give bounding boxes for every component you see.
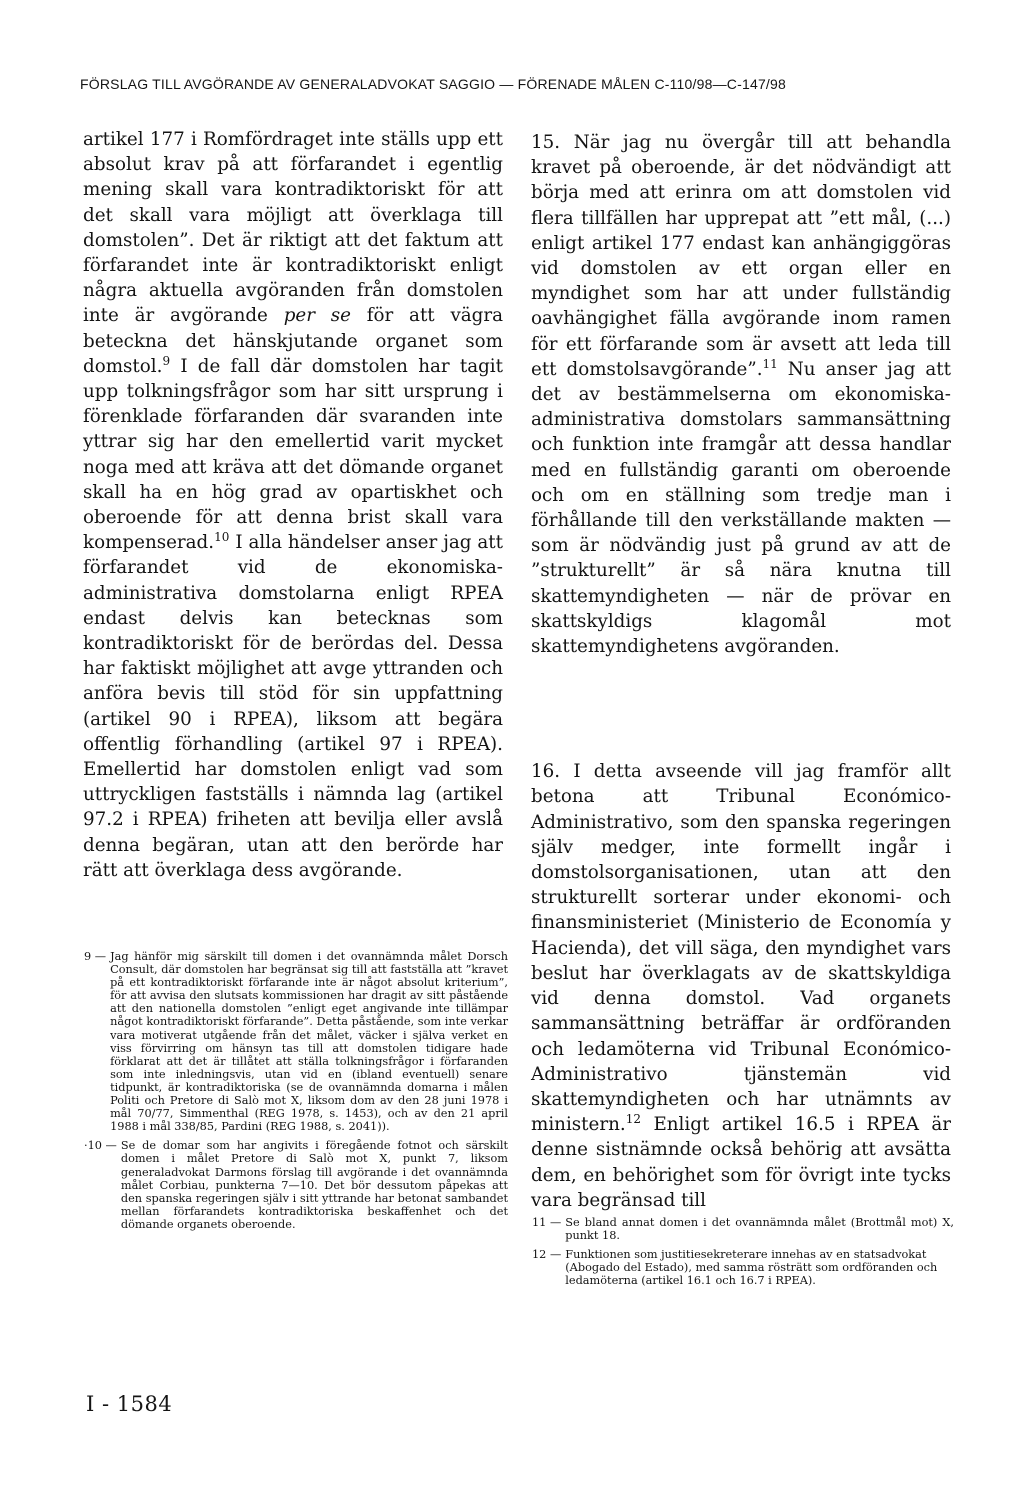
paragraph-text: I de fall där domstolen har tagit upp tolkningsfrågor som har sitt ursprung i förenklade förfaranden där svaranden inte yttrar sig har den emellertid varit mycket noga med att kräva att det dömande organet skall ha en hög grad av opartiskhet och oberoende för att denna brist skall vara kompenserad.: [83, 355, 503, 554]
paragraph-text: I detta avseende vill jag framför allt betona att Tribunal Económico-Administrativo, som den spanska regeringen själv medger, inte formellt ingår i domstolsorganisationen, utan att den strukturellt sorterar under ekonomi- och finansministeriet (Ministerio de Economía y Hacienda), det vill säga, den myndighet vars beslut har överklagats av de skattskyldiga vid denna domstol. Vad organets sammansättning beträffar är ordföranden och ledamöterna vid Tribunal Económico-Administrativo tjänstemän vid skattemyndigheten och har utnämnts av ministern.: [531, 761, 951, 1136]
paragraph-text: Enligt artikel 16.5 i RPEA är denne sistnämnde också behörig att avsätta dem, en behörighet som för övrigt inte tycks vara begränsad till: [531, 1114, 951, 1211]
footnote-10: [84, 1139, 508, 1231]
footnote-number: 12 —: [532, 1248, 562, 1262]
footnote-text: Se de domar som har angivits i föregående fotnot och särskilt domen i målet Pretore di Salò mot X, punkt 7, liksom generaladvokat Darmons förslag till avgörande i det ovannämnda målet Corbiau, punkterna 7—10. Det bör dessutom påpekas att den spanska regeringen själv i sitt yttrande har betonat sambandet mellan förfarandets kontradiktoriska beskaffenhet och det dömande organets oberoende.: [120, 1139, 508, 1231]
footnote-text: Jag hänför mig särskilt till domen i det ovannämnda målet Dorsch Consult, där domstolen har begränsat sig till att fastställa att ”kravet på ett kontradiktoriskt förfarande inte är något absolut kriterium”, för att avvisa den slutsats kommissionen har dragit av sitt påstående att den nationella domstolen ”enligt eget angivande inte tillämpar något kontradiktoriskt förfarande”. Detta påstående, som inte verkar vara motiverat utgående från det målet, väcker i själva verket en viss förvirring om hänsyn tas till att domstolen tidigare hade förklarat att det är tillåtet att ställa tolkningsfrågor i förfaranden som inte inledningsvis, utan vid en (ibland eventuell) senare tidpunkt, är kontradiktoriska (se de ovannämnda domarna i målen Politi och Pretore di Salò mot X, liksom dom av den 28 juni 1978 i mål 70/77, Simmenthal (REG 1978, s. 1453), och av den 21 april 1988 i mål 338/85, Pardini (REG 1988, s. 2041)).: [110, 950, 508, 1134]
footnote-number: 9 —: [84, 950, 107, 963]
footnote-number: ·10 —: [84, 1139, 117, 1153]
paragraph-16: [531, 759, 951, 1213]
paragraph-text: för att vägra beteckna det hänskjutande organet som domstol.: [83, 305, 504, 377]
footnote-9: [84, 950, 508, 1133]
page-number: I - 1584: [86, 1392, 173, 1416]
italic-term: per se: [283, 305, 351, 327]
paragraph-text: Nu anser jag att det av bestämmelserna om ekonomiska-administrativa domstolars sammansättning och funktion inte framgår att dessa handlar med en fullständig garanti om oberoende och om en ställning som tredje man i förhållande till den verkställande makten — som är nödvändig just på grund av att de ”strukturellt” är så nära knutna till skattemyndigheten — när de prövar en skattskyldigs klagomål mot skattemyndighetens avgöranden.: [531, 358, 951, 658]
paragraph-text: När jag nu övergår till att behandla kravet på oberoende, är det nödvändigt att börja med att erinra om att domstolen vid flera tillfällen har upprepat att ”ett mål, (...) enligt artikel 177 endast kan anhängiggöras vid domstolen av ett organ eller en myndighet som har att under fullständig oavhängighet fälla avgörande inom ramen för ett förfarande som är avsett att leda till ett domstolsavgörande”.: [531, 132, 951, 380]
footnotes-right: [532, 1216, 954, 1293]
running-header: FÖRSLAG TILL AVGÖRANDE AV GENERALADVOKAT SAGGIO — FÖRENADE MÅLEN C-110/98—C-147/98: [80, 76, 786, 92]
left-column: [83, 127, 503, 883]
right-column: [531, 130, 951, 1213]
footnote-ref-10[interactable]: 10: [214, 530, 230, 545]
footnotes-left: [84, 950, 508, 1237]
paragraph-text: I alla händelser anser jag att förfarandet vid de ekonomiska-administrativa domstolarna enligt RPEA endast delvis kan betecknas som kontradiktoriskt för de berördas del. Dessa har faktiskt möjlighet att avge yttranden och anföra bevis till stöd för sin uppfattning (artikel 90 i RPEA), liksom att begära offentlig förhandling (artikel 97 i RPEA). Emellertid har domstolen enligt vad som uttryckligen fastställs i nämnda lag (artikel 97.2 i RPEA) friheten att bevilja eller avslå denna begäran, utan att den berörde har rätt att överklaga dess avgörande.: [83, 532, 503, 881]
paragraph-14-continued: [83, 127, 503, 883]
footnote-text: Se bland annat domen i det ovannämnda målet (Brottmål mot) X, punkt 18.: [565, 1216, 954, 1243]
footnote-11: [532, 1216, 954, 1242]
paragraph-text-intro: artikel 177 i Romfördraget inte ställs upp ett absolut krav på att förfarandet i egentlig mening skall vara kontradiktoriskt för att det skall vara möjligt att överklaga till domstolen”. Det är riktigt att det faktum att förfarandet inte är kontradiktoriskt enligt några aktuella avgöranden från domstolen inte är avgörande: [83, 129, 503, 327]
footnote-12: [532, 1248, 954, 1287]
footnote-ref-9[interactable]: 9: [162, 353, 171, 368]
footnote-text: Funktionen som justitiesekreterare innehas av en statsadvokat (Abogado del Estado), med samma rösträtt som ordföranden och ledamöterna (artikel 16.1 och 16.7 i RPEA).: [565, 1248, 938, 1288]
paragraph-number: 15.: [531, 132, 561, 153]
footnote-ref-12[interactable]: 12: [625, 1112, 641, 1127]
footnote-ref-11[interactable]: 11: [762, 356, 778, 371]
paragraph-number: 16.: [531, 761, 561, 783]
footnote-number: 11 —: [532, 1216, 562, 1229]
paragraph-15: [531, 130, 951, 659]
